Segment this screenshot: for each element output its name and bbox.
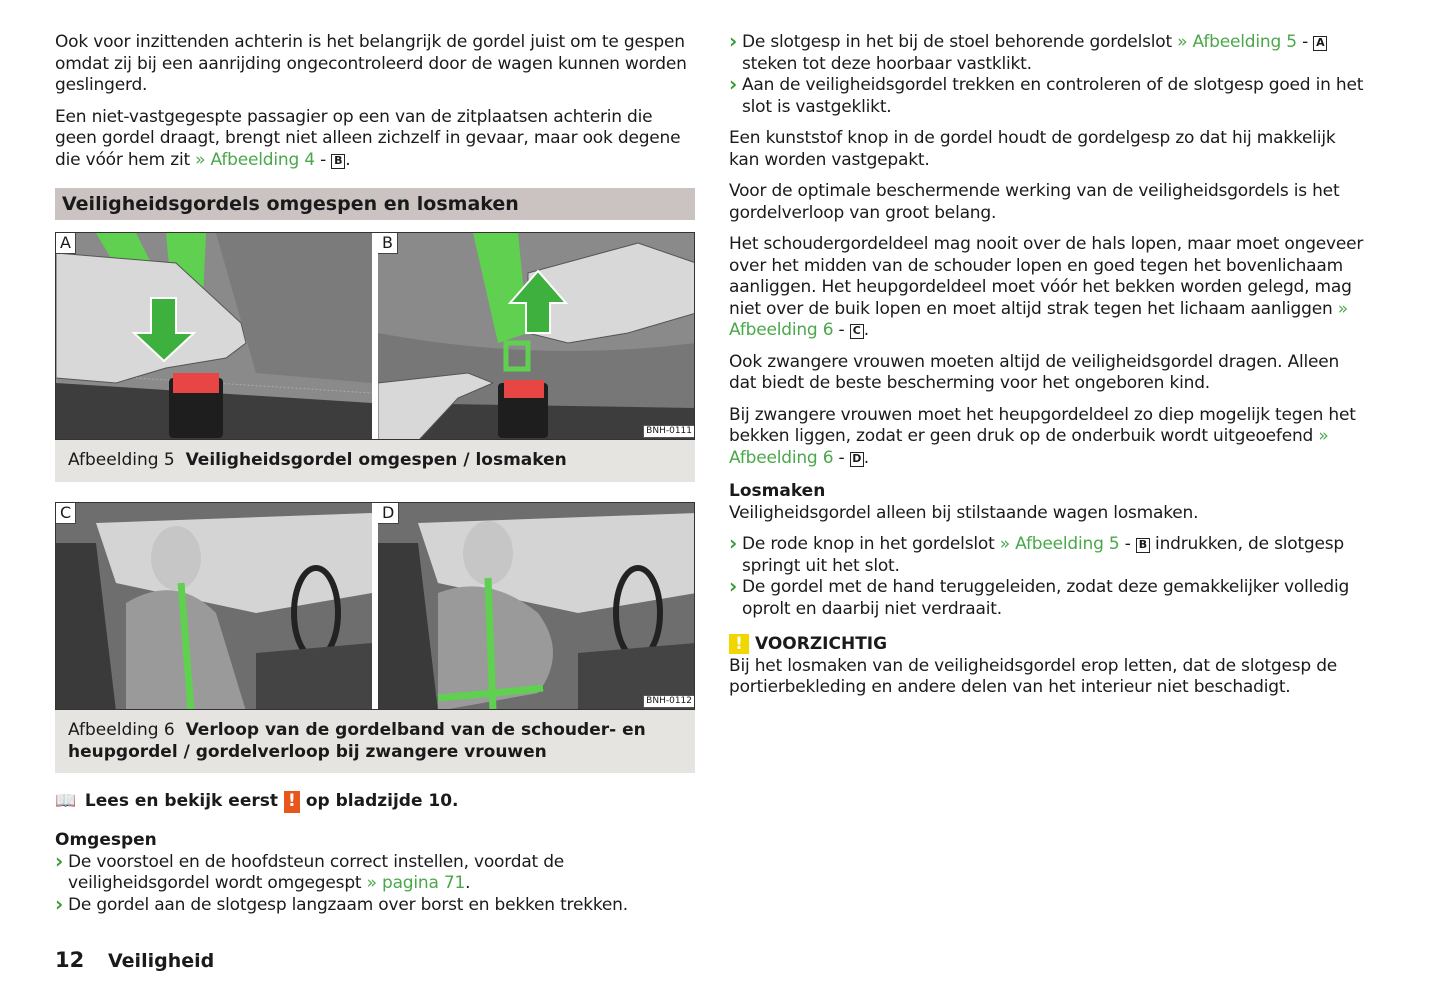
figure-panel-b — [378, 233, 695, 439]
caption-title: Veiligheidsgordel omgespen / losmaken — [185, 450, 567, 470]
caption-title: Verloop van de gordelband van de schouder- en heupgordel / gordelverloop bij zwangere vrouwen — [68, 720, 646, 762]
figure-panel-a — [56, 233, 372, 439]
paragraph: Ook voor inzittenden achterin is het belangrijk de gordel juist om te gespen omdat zij bij een aanrijding ongecontroleerd door de wagen kunnen worden geslingerd. — [55, 32, 687, 95]
figure-panel-c — [56, 503, 372, 709]
bullet: › De gordel aan de slotgesp langzaam over borst en bekken trekken. — [55, 895, 697, 917]
footer-section: Veiligheid — [108, 950, 215, 972]
panel-label: A — [56, 233, 76, 254]
figure-key: B — [331, 154, 345, 169]
subheading: Losmaken — [729, 481, 826, 501]
figure-5 — [55, 232, 695, 440]
panel-label: C — [56, 503, 76, 524]
caution-title: VOORZICHTIG — [755, 634, 888, 654]
figure-key: D — [850, 452, 864, 467]
text: - — [833, 320, 850, 340]
figure-key: B — [1136, 538, 1150, 553]
figure-key: C — [850, 324, 864, 339]
text: Een niet-vastgegespte passagier op een van de zitplaatsen achterin die geen gordel draagt, brengt niet alleen zichzelf in gevaar, maar ook degene die vóór hem zit — [55, 106, 681, 170]
figure-5-caption — [55, 440, 695, 482]
caption-label: Afbeelding 6 — [68, 720, 175, 740]
book-icon: 📖 — [55, 791, 77, 811]
paragraph: Ook zwangere vrouwen moeten altijd de veiligheidsgordel dragen. Alleen dat biedt de beste bescherming voor het ongeboren kind. — [729, 351, 1340, 393]
paragraph — [729, 405, 1369, 470]
page-number: 12 — [55, 948, 85, 972]
figure-link[interactable]: » Afbeelding 5 — [999, 534, 1120, 554]
text: Het schoudergordeldeel mag nooit over de hals lopen, maar moet ongeveer over het midden van de schouder lopen en goed tegen het bovenlichaam aanliggen. Het heupgordeldeel moet vóór het bekken worden gelegd, mag niet over de buik lopen en moet altijd strak tegen het lichaam aanliggen — [729, 234, 1364, 319]
text: . — [465, 873, 471, 893]
left-column — [55, 32, 697, 181]
text: indrukken, de slotgesp springt uit het slot. — [742, 534, 1345, 576]
text: De voorstoel en de hoofdsteun correct instellen, voordat de veiligheidsgordel wordt omgegespt — [68, 851, 565, 893]
text: Lees en bekijk eerst — [84, 791, 278, 811]
right-column — [729, 32, 1369, 709]
panel-label: D — [378, 503, 399, 524]
figure-link[interactable]: » Afbeelding 4 — [195, 149, 315, 170]
figure-6 — [55, 502, 695, 710]
text: - — [1296, 32, 1314, 52]
buckle-release-illustration — [378, 233, 695, 439]
paragraph: Een kunststof knop in de gordel houdt de gordelgesp zo dat hij makkelijk kan worden vastgepakt. — [729, 128, 1336, 170]
sep: . — [345, 149, 351, 170]
driver-belt-illustration — [56, 503, 372, 709]
read-first-note — [55, 791, 459, 813]
figure-link[interactable]: » Afbeelding 6 — [729, 298, 1348, 340]
paragraph: Voor de optimale beschermende werking van de veiligheidsgordels is het gordelverloop van groot belang. — [729, 181, 1340, 223]
text: . — [863, 447, 869, 468]
bullet: › Aan de veiligheidsgordel trekken en controleren of de slotgesp goed in het slot is vastgeklikt. — [729, 75, 1369, 118]
buckle-fasten-illustration — [56, 233, 372, 439]
text: . — [863, 320, 869, 340]
omgespen-section — [55, 830, 697, 916]
figure-key: A — [1313, 36, 1327, 51]
bullet — [729, 32, 1369, 75]
bullet — [729, 534, 1369, 577]
warning-icon: ! — [284, 791, 300, 813]
footer — [55, 950, 214, 973]
text: De rode knop in het gordelslot — [742, 534, 1000, 554]
figure-6-caption — [55, 710, 695, 773]
paragraph — [55, 107, 697, 172]
figure-panel-d — [378, 503, 695, 709]
pregnant-driver-belt-illustration — [378, 503, 695, 709]
bullet — [55, 852, 697, 895]
panel-label: B — [378, 233, 398, 254]
text: - — [833, 447, 850, 468]
page-link[interactable]: » pagina 71 — [366, 873, 466, 893]
text: - — [1119, 534, 1136, 554]
text: op bladzijde 10. — [305, 791, 459, 811]
caution-text: Bij het losmaken van de veiligheidsgordel erop letten, dat de slotgesp de portierbekleding en andere delen van het interieur niet beschadigt. — [729, 655, 1338, 697]
text: Bij zwangere vrouwen moet het heupgordeldeel zo diep mogelijk tegen het bekken liggen, zodat er geen druk op de onderbuik wordt uitgeoefend — [729, 404, 1356, 446]
figure-link[interactable]: » Afbeelding 6 — [729, 426, 1329, 468]
bullet: › De gordel met de hand teruggeleiden, zodat deze gemakkelijker volledig oprolt en daarbij niet verdraait. — [729, 577, 1369, 620]
figure-code: BNH-0112 — [643, 695, 695, 708]
section-title: Veiligheidsgordels omgespen en losmaken — [55, 188, 695, 220]
paragraph — [729, 234, 1369, 342]
text: steken tot deze hoorbaar vastklikt. — [742, 53, 1032, 74]
figure-code: BNH-0111 — [643, 425, 695, 438]
paragraph: Veiligheidsgordel alleen bij stilstaande wagen losmaken. — [729, 502, 1199, 523]
subheading: Omgespen — [55, 830, 157, 850]
caution-heading — [729, 634, 1369, 656]
figure-link[interactable]: » Afbeelding 5 — [1177, 32, 1297, 52]
warning-icon: ! — [729, 634, 749, 654]
caption-label: Afbeelding 5 — [68, 450, 175, 470]
sep: - — [314, 149, 332, 170]
text: De slotgesp in het bij de stoel behorende gordelslot — [742, 32, 1178, 52]
